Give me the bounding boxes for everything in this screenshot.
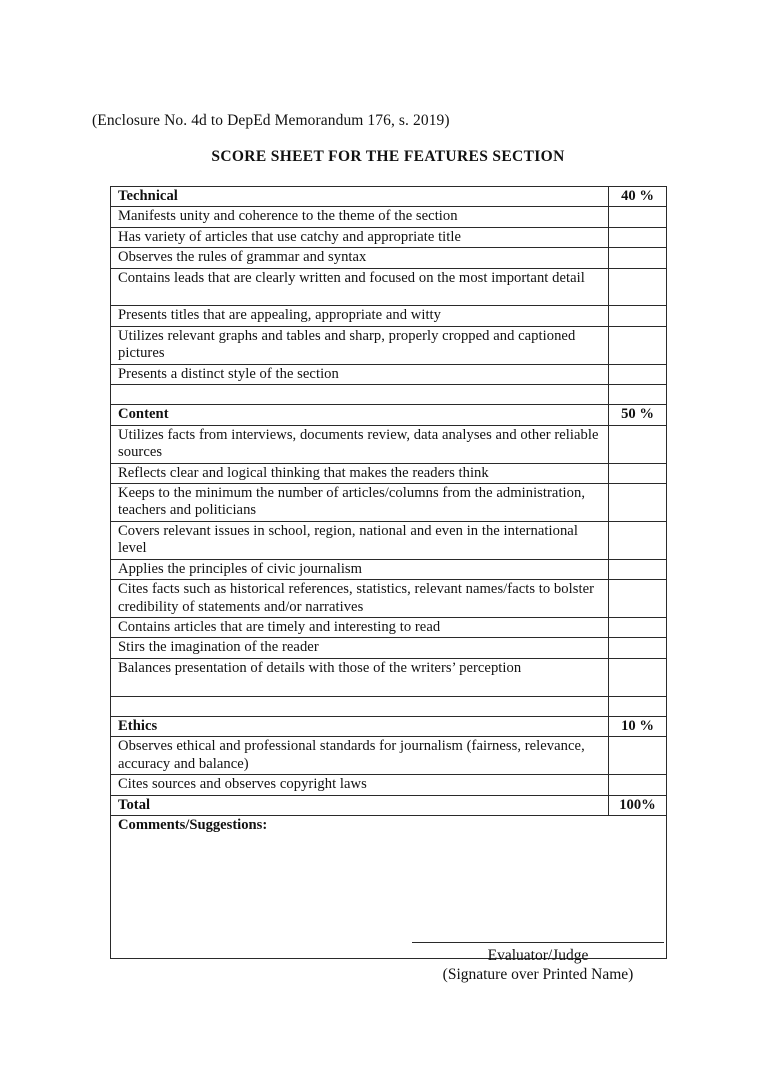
criterion-label: Observes the rules of grammar and syntax xyxy=(118,249,367,266)
criterion-row xyxy=(111,463,667,483)
criterion-score-input[interactable] xyxy=(609,207,666,226)
criterion-score-input[interactable] xyxy=(609,484,666,503)
criterion-row xyxy=(111,364,667,384)
section-percent-ethics: 10 % xyxy=(621,717,654,734)
criterion-label: Contains leads that are clearly written and focused on the most important detail xyxy=(118,269,585,286)
total-percent: 100% xyxy=(619,796,656,813)
section-spacer-row xyxy=(111,696,667,716)
criterion-row xyxy=(111,207,667,227)
criterion-row xyxy=(111,484,667,522)
score-table-body xyxy=(111,187,667,959)
criterion-row xyxy=(111,425,667,463)
comments-row xyxy=(111,815,667,958)
criterion-row xyxy=(111,521,667,559)
criterion-label: Utilizes relevant graphs and tables and sharp, properly cropped and captioned pictures xyxy=(118,327,576,362)
criterion-row xyxy=(111,580,667,618)
score-sheet-table xyxy=(110,186,667,959)
signature-role-label: Evaluator/Judge xyxy=(487,947,589,964)
total-row xyxy=(111,795,667,815)
criterion-score-input[interactable] xyxy=(609,580,666,599)
criterion-label: Applies the principles of civic journalism xyxy=(118,560,363,577)
criterion-row xyxy=(111,658,667,696)
criterion-score-input[interactable] xyxy=(609,659,666,678)
spacer-cell xyxy=(111,697,608,716)
criterion-label: Presents a distinct style of the section xyxy=(118,365,339,382)
criterion-label: Cites sources and observes copyright laws xyxy=(118,776,367,793)
criterion-score-input[interactable] xyxy=(609,426,666,445)
criterion-row xyxy=(111,326,667,364)
enclosure-note: (Enclosure No. 4d to DepEd Memorandum 176, s. 2019) xyxy=(92,112,450,129)
criterion-label: Contains articles that are timely and interesting to read xyxy=(118,618,441,635)
criterion-label: Keeps to the minimum the number of articles/columns from the administration, teachers and politicians xyxy=(118,485,586,519)
criterion-row xyxy=(111,248,667,268)
criterion-score-input[interactable] xyxy=(609,327,666,346)
criterion-row xyxy=(111,268,667,306)
criterion-label: Manifests unity and coherence to the theme of the section xyxy=(118,208,458,225)
criterion-label: Has variety of articles that use catchy and appropriate title xyxy=(118,228,462,245)
criterion-score-input[interactable] xyxy=(609,638,666,657)
criterion-label: Cites facts such as historical references, statistics, relevant names/facts to bolster credibility of statements and/or narratives xyxy=(118,581,595,615)
spacer-cell xyxy=(111,385,608,404)
criterion-score-input[interactable] xyxy=(609,522,666,541)
section-percent-content: 50 % xyxy=(621,406,654,423)
section-spacer-row xyxy=(111,385,667,405)
criterion-score-input[interactable] xyxy=(609,618,666,637)
criterion-label: Presents titles that are appealing, appropriate and witty xyxy=(118,307,441,324)
spacer-cell xyxy=(609,697,666,716)
criterion-label: Balances presentation of details with those of the writers’ perception xyxy=(118,659,522,676)
criterion-score-input[interactable] xyxy=(609,464,666,483)
criterion-label: Utilizes facts from interviews, documents review, data analyses and other reliable sources xyxy=(118,426,599,461)
criterion-score-input[interactable] xyxy=(609,775,666,794)
criterion-label: Reflects clear and logical thinking that makes the readers think xyxy=(118,464,489,481)
criterion-label: Covers relevant issues in school, region, national and even in the international level xyxy=(118,522,578,557)
comments-label: Comments/Suggestions: xyxy=(118,816,268,833)
criterion-score-input[interactable] xyxy=(609,560,666,579)
criterion-row xyxy=(111,617,667,637)
signature-instruction: (Signature over Printed Name) xyxy=(442,966,634,983)
section-name-ethics: Ethics xyxy=(118,717,158,734)
criterion-row xyxy=(111,559,667,579)
criterion-score-input[interactable] xyxy=(609,365,666,384)
criterion-score-input[interactable] xyxy=(609,248,666,267)
signature-block xyxy=(412,942,664,984)
criterion-row xyxy=(111,638,667,658)
section-header-row-ethics xyxy=(111,716,667,736)
section-header-row-content xyxy=(111,405,667,425)
criterion-score-input[interactable] xyxy=(609,306,666,325)
spacer-cell xyxy=(609,385,666,404)
criterion-score-input[interactable] xyxy=(609,228,666,247)
criterion-score-input[interactable] xyxy=(609,737,666,756)
criterion-label: Stirs the imagination of the reader xyxy=(118,639,319,656)
total-label: Total xyxy=(118,796,151,813)
criterion-row xyxy=(111,306,667,326)
criterion-label: Observes ethical and professional standards for journalism (fairness, relevance, accuracy and balance) xyxy=(118,738,585,772)
criterion-row xyxy=(111,737,667,775)
page-title: SCORE SHEET FOR THE FEATURES SECTION xyxy=(211,148,565,165)
section-header-row-technical xyxy=(111,187,667,207)
section-name-technical: Technical xyxy=(118,188,178,204)
section-percent-technical: 40 % xyxy=(621,188,654,204)
criterion-row xyxy=(111,227,667,247)
section-name-content: Content xyxy=(118,406,169,423)
comments-box[interactable] xyxy=(111,816,666,958)
criterion-score-input[interactable] xyxy=(609,269,666,288)
criterion-row xyxy=(111,775,667,795)
